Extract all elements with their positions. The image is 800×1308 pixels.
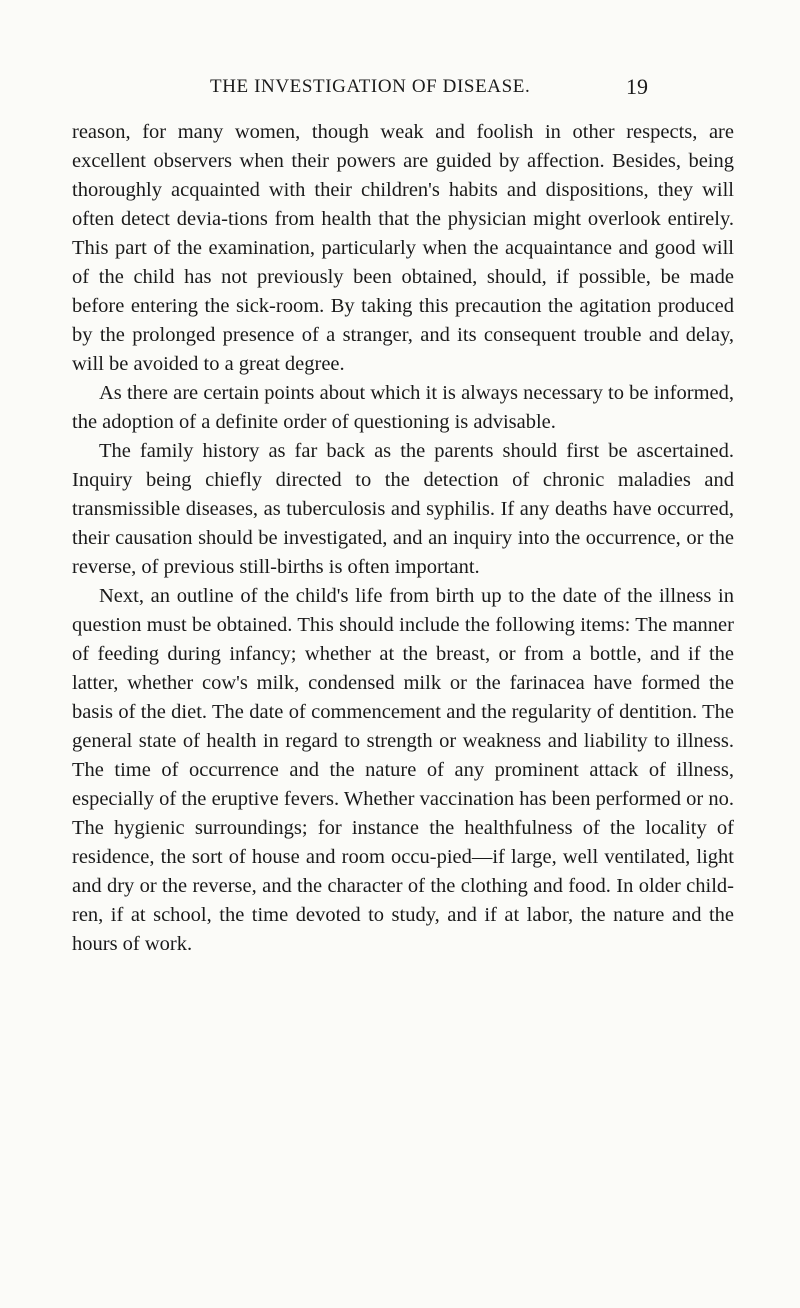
running-title: THE INVESTIGATION OF DISEASE.: [210, 76, 531, 97]
paragraph-order-of-questioning: As there are certain points about which it is always necessary to be informed, the adoption of a definite order of questioning is advisable.: [72, 382, 734, 433]
paragraph-family-history: The family history as far back as the parents should first be ascertained. Inquiry being chiefly directed to the detection of chronic maladies and transmissible diseases, as tuberculosis and syphilis. If any deaths have occurred, their causation should be investigated, and an inquiry into the occurrence, or the reverse, of previous still-births is often important.: [72, 440, 734, 578]
paragraph-child-life-outline: Next, an outline of the child's life from birth up to the date of the illness in question must be obtained. This should include the following items: The manner of feeding during infancy; whether at the breast, or from a bottle, and if the latter, whether cow's milk, condensed milk or the farinacea have formed the basis of the diet. The date of commencement and the regularity of dentition. The general state of health in regard to strength or weakness and liability to illness. The time of occurrence and the nature of any prominent attack of illness, especially of the eruptive fevers. Whether vaccination has been performed or no. The hygienic surroundings; for instance the healthfulness of the locality of residence, the sort of house and room occu-pied—if large, well ventilated, light and dry or the reverse, and the character of the clothing and food. In older child-ren, if at school, the time devoted to study, and if at labor, the nature and the hours of work.: [72, 585, 734, 955]
body-text: [72, 118, 734, 959]
page-number: 19: [626, 74, 648, 99]
paragraph-continued: reason, for many women, though weak and foolish in other respects, are excellent observers when their powers are guided by affection. Besides, being thoroughly acquainted with their children's habits and dispositions, they will often detect devia-tions from health that the physician might overlook entirely. This part of the examination, particularly when the acquaintance and good will of the child has not previously been obtained, should, if possible, be made before entering the sick-room. By taking this precaution the agitation produced by the prolonged presence of a stranger, and its consequent trouble and delay, will be avoided to a great degree.: [72, 121, 734, 375]
